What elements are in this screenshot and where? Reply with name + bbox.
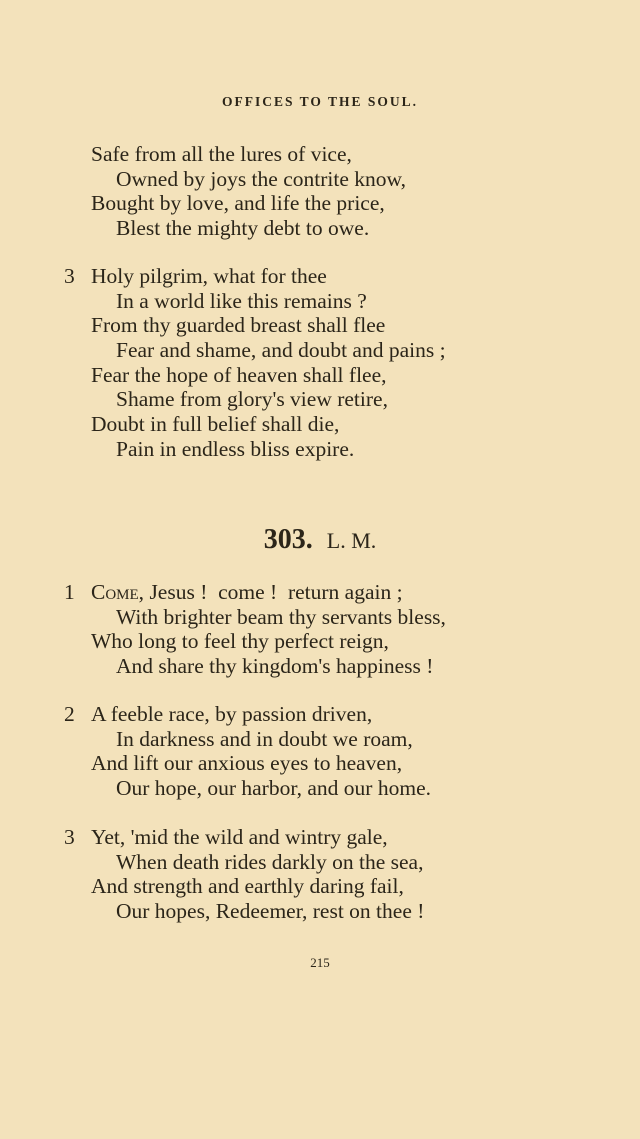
hymn-meter: L. M. <box>326 528 377 553</box>
first-word: Come, <box>91 580 145 604</box>
verse-line: Holy pilgrim, what for thee <box>91 264 327 288</box>
verse-line: Our hopes, Redeemer, rest on thee ! <box>116 899 425 924</box>
verse-line: Bought by love, and life the price, <box>91 191 385 216</box>
verse-line: Blest the mighty debt to owe. <box>116 216 370 241</box>
verse-line: Doubt in full belief shall die, <box>91 412 340 437</box>
verse-line: Fear and shame, and doubt and pains ; <box>116 338 446 363</box>
page-number: 215 <box>310 955 330 970</box>
verse-line: Jesus ! come ! return again ; <box>144 580 403 604</box>
verse-line: And strength and earthly daring fail, <box>91 874 404 899</box>
verse-line: Yet, 'mid the wild and wintry gale, <box>91 825 388 849</box>
verse-line: Fear the hope of heaven shall flee, <box>91 362 387 387</box>
verse-line: Our hope, our harbor, and our home. <box>116 776 431 801</box>
verse-line: Safe from all the lures of vice, <box>91 142 352 166</box>
stanza-number: 3 <box>64 825 75 849</box>
running-head: OFFICES TO THE SOUL. <box>221 94 419 109</box>
verse-line: And lift our anxious eyes to heaven, <box>91 751 403 776</box>
stanza-number: 2 <box>64 702 75 726</box>
verse-line: When death rides darkly on the sea, <box>116 849 424 874</box>
verse-line: A feeble race, by passion driven, <box>91 702 373 726</box>
verse-line: With brighter beam thy servants bless, <box>116 604 446 629</box>
verse-line: From thy guarded breast shall flee <box>91 313 386 338</box>
verse-line: Shame from glory's view retire, <box>116 387 388 412</box>
hymn-number: 303. <box>263 524 313 555</box>
verse-line: In darkness and in doubt we roam, <box>116 726 413 751</box>
hymn-title <box>0 524 640 556</box>
verse-line: And share thy kingdom's happiness ! <box>116 654 434 679</box>
stanza-number: 1 <box>64 580 75 604</box>
verse-line: In a world like this remains ? <box>116 288 367 313</box>
verse-line: Pain in endless bliss expire. <box>116 436 355 461</box>
stanza-number: 3 <box>64 264 75 288</box>
verse-line: Owned by joys the contrite know, <box>116 166 406 191</box>
verse-line: Who long to feel thy perfect reign, <box>91 629 389 654</box>
